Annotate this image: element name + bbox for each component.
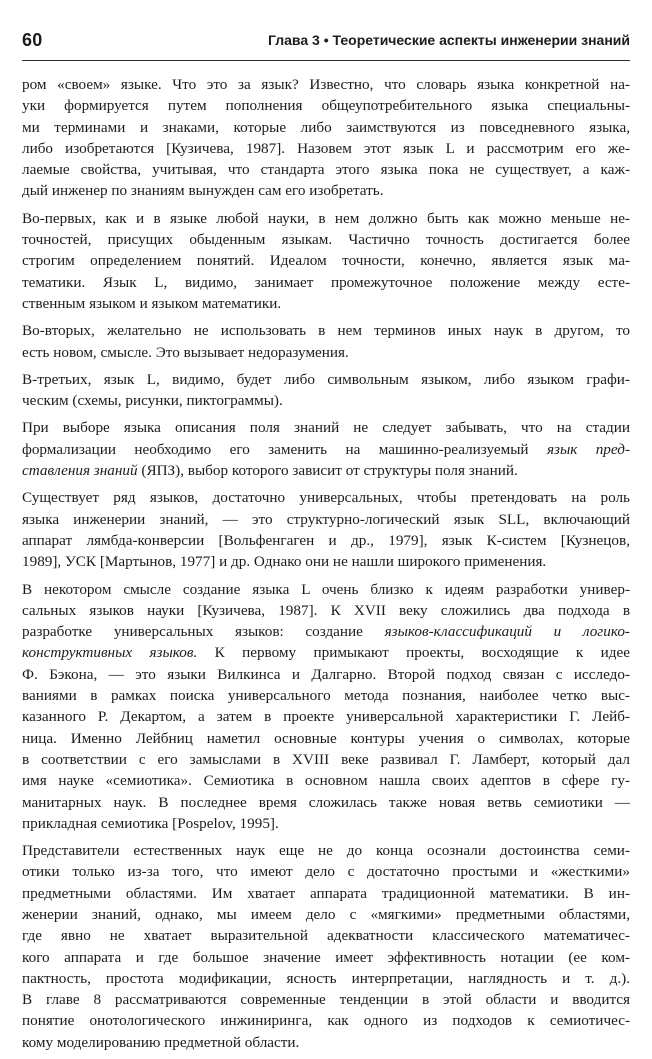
text-line: В главе 8 рассматриваются современные тенденции в этой области и вводится	[22, 991, 630, 1009]
page-number: 60	[22, 30, 43, 50]
text-line: пактность, простота модификации, ясность интерпретации, наглядность и т. д.).	[22, 969, 630, 987]
paragraph	[22, 369, 630, 412]
text-line: В-третьих, язык L, видимо, будет либо символьным языком, либо языком графи-	[22, 370, 630, 388]
text-line: в соответствии с его замыслами в XVIII веке развивал Г. Ламберт, который дал	[22, 750, 630, 768]
text-line: языка инженерии знаний, — это структурно-логический язык SLL, включающий	[22, 510, 630, 528]
paragraph	[22, 840, 630, 1053]
text-line: ческим (схемы, рисунки, пиктограммы).	[22, 392, 283, 410]
italic-term: языков-классификаций и логико-	[384, 623, 630, 641]
text-fragment: формализации необходимо его заменить на машинно-реализуемый	[22, 440, 529, 458]
text-fragment: (ЯПЗ), выбор которого зависит от структуры поля знаний.	[141, 462, 518, 480]
chapter-title: Глава 3 • Теоретические аспекты инженерии знаний	[268, 32, 630, 48]
paragraph	[22, 487, 630, 572]
text-line: отики только из-за того, что имеют дело с достаточно простыми и «жесткими»	[22, 863, 630, 881]
text-line: имя науке «семиотика». Семиотика в основном нашла своих адептов в сфере гу-	[22, 772, 630, 790]
text-line: строгим определением понятий. Идеалом точности, конечно, является язык ма-	[22, 252, 630, 270]
italic-term: ставления знаний	[22, 462, 138, 480]
text-line: аппарат лямбда-конверсии [Вольфенгаген и др., 1979], язык К-систем [Кузнецов,	[22, 531, 630, 549]
text-fragment: К первому примыкают проекты, восходящие к идее	[214, 644, 631, 662]
text-line: 1989], УСК [Мартынов, 1977] и др. Однако они не нашли широкого применения.	[22, 553, 547, 571]
paragraph	[22, 579, 630, 835]
text-line: манитарных наук. В последнее время сложилась также новая ветвь семиотики —	[22, 793, 630, 811]
text-line	[22, 642, 630, 663]
text-line: ваниями в рамках поиска универсального метода познания, наиболее четко выс-	[22, 687, 630, 705]
running-head	[22, 30, 630, 52]
paragraph	[22, 320, 630, 363]
text-line: Существует ряд языков, достаточно универсальных, чтобы претендовать на роль	[22, 489, 630, 507]
text-line: прикладная семиотика [Pospelov, 1995].	[22, 814, 279, 832]
text-line: уки формируется путем пополнения общеупотребительного языка специальны-	[22, 97, 630, 115]
text-line: Во-вторых, желательно не использовать в нем терминов иных наук в другом, то	[22, 322, 630, 340]
text-line: Во-первых, как и в языке любой науки, в нем должно быть как можно меньше не-	[22, 209, 630, 227]
body-text	[22, 74, 630, 1059]
text-line: ми терминами и знаками, которые либо заимствуются из повседневного языка,	[22, 118, 630, 136]
paragraph	[22, 208, 630, 314]
text-line	[22, 460, 630, 481]
text-line: Ф. Бэкона, — это языки Вилкинса и Далгарно. Второй подход связан с исследо-	[22, 665, 630, 683]
text-line: где явно не хватает выразительной адекватности классического математичес-	[22, 927, 630, 945]
text-line: кому моделированию предметной области.	[22, 1033, 300, 1051]
paragraph	[22, 417, 630, 481]
italic-term: конструктивных языков.	[22, 644, 198, 662]
text-line: При выборе языка описания поля знаний не следует забывать, что на стадии	[22, 419, 630, 437]
text-line: понятие онотологического инжиниринга, как одного из подходов к семиотичес-	[22, 1012, 630, 1030]
text-line	[22, 621, 630, 642]
text-line	[22, 439, 630, 460]
text-line: ром «своем» языке. Что это за язык? Известно, что словарь языка конкретной на-	[22, 76, 630, 93]
text-line: лаемые свойства, учитывая, что стандарта этого языка пока не существует, а каж-	[22, 161, 630, 179]
text-line: кого аппарата и где большое значение имеет эффективность нотации (ее ком-	[22, 948, 630, 966]
text-line: женерии знаний, однако, мы имеем дело с «мягкими» предметными областями,	[22, 905, 630, 923]
text-line: ственным языком и языком математики.	[22, 294, 282, 312]
text-line: либо изобретаются [Кузичева, 1987]. Назовем этот язык L и рассмотрим его же-	[22, 139, 630, 157]
text-line: предметными областями. Им хватает аппарата традиционной математики. В ин-	[22, 884, 630, 902]
text-line: Представители естественных наук еще не до конца осознали достоинства семи-	[22, 842, 630, 860]
text-line: ница. Именно Лейбниц наметил основные контуры учения о символах, которые	[22, 729, 630, 747]
text-line: тематики. Язык L, видимо, занимает промежуточное положение между есте-	[22, 273, 630, 291]
italic-term: язык пред-	[546, 440, 631, 458]
text-line: есть новом, смысле. Это вызывает недоразумения.	[22, 343, 349, 361]
paragraph	[22, 74, 630, 202]
text-line: сальных языков науки [Кузичева, 1987]. К XVII веку сложились два подхода в	[22, 601, 630, 619]
text-line: дый инженер по знаниям вынужден сам его изобретать.	[22, 182, 384, 200]
text-line: точностей, присущих обыденным языкам. Частично точность достигается более	[22, 231, 630, 249]
text-line: В некотором смысле создание языка L очень близко к идеям разработки универ-	[22, 580, 630, 598]
text-line: казанного Р. Декартом, а затем в проекте универсальной характеристики Г. Лейб-	[22, 708, 630, 726]
text-fragment: разработке универсальных языков: создание	[22, 623, 363, 641]
header-rule	[22, 60, 630, 61]
